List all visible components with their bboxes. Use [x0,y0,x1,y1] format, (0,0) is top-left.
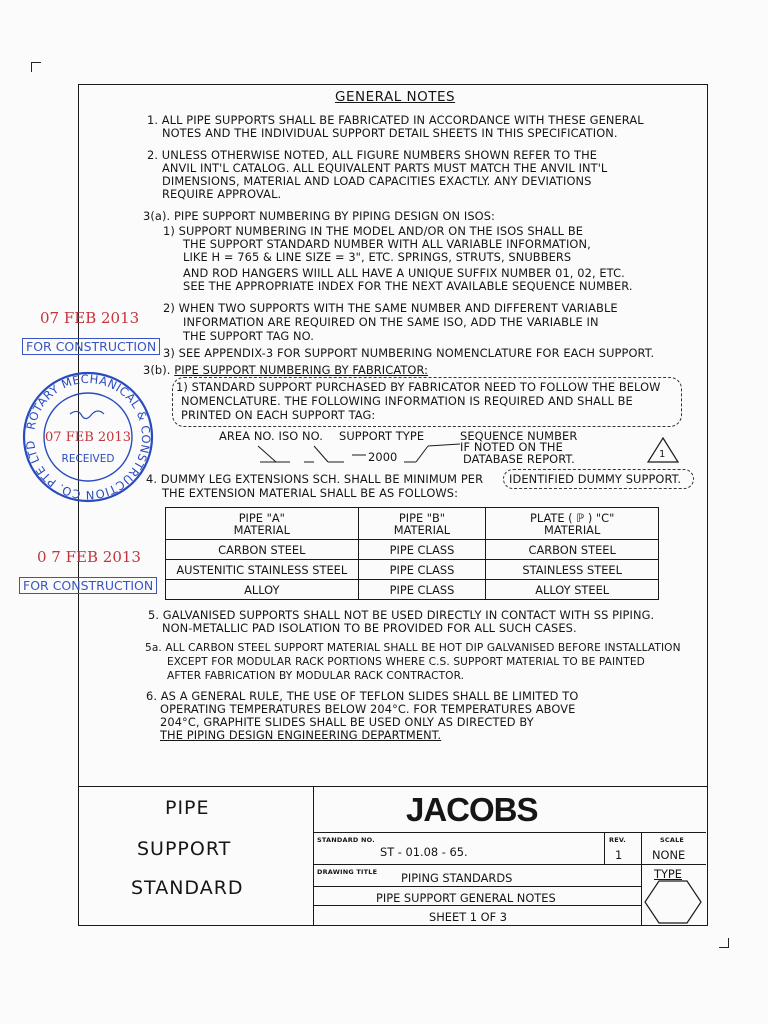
note-6-line-1: 6. AS A GENERAL RULE, THE USE OF TEFLON SLIDES SHALL BE LIMITED TO [146,689,579,703]
material-table [165,507,659,600]
tag-database-label: DATABASE REPORT. [463,452,575,466]
note-3a-1-line-3: LIKE H = 765 & LINE SIZE = 3", ETC. SPRINGS, STRUTS, SNUBBERS [183,250,572,264]
rev-label: REV. [609,836,626,844]
table-header-row [166,508,659,540]
scale-value: NONE [652,848,686,862]
tag-leader-lines [240,440,470,470]
seal-ring-text: ROTARY MECHANICAL & CONSTRUCTION CO. PTE LTD [22,371,154,503]
table-cell: CARBON STEEL [486,540,659,560]
table-cell: AUSTENITIC STAINLESS STEEL [166,560,359,580]
note-1-line-1: 1. ALL PIPE SUPPORTS SHALL BE FABRICATED IN ACCORDANCE WITH THESE GENERAL [147,113,644,127]
table-header-cell: PIPE "B" MATERIAL [358,508,486,540]
seal-received: RECEIVED [61,453,115,465]
table-row [166,580,659,600]
note-5a-line-2: EXCEPT FOR MODULAR RACK PORTIONS WHERE C.S. SUPPORT MATERIAL TO BE PAINTED [167,656,645,668]
note-6-line-4: THE PIPING DESIGN ENGINEERING DEPARTMENT. [160,728,442,742]
note-5a-line-1: 5a. ALL CARBON STEEL SUPPORT MATERIAL SHALL BE HOT DIP GALVANISED BEFORE INSTALLATION [145,642,681,654]
page-title: GENERAL NOTES [335,89,456,105]
drawing-title-label: DRAWING TITLE [317,868,378,876]
tag-code: 2000 [368,450,398,464]
note-3a-2-line-3: THE SUPPORT TAG NO. [183,329,314,343]
note-3a-heading: 3(a). PIPE SUPPORT NUMBERING BY PIPING DESIGN ON ISOS: [143,209,495,223]
note-3b-prefix: 3(b). [143,363,175,377]
table-cell: PIPE CLASS [358,560,486,580]
note-3b-1-line-1: 1) STANDARD SUPPORT PURCHASED BY FABRICATOR NEED TO FOLLOW THE BELOW [176,380,661,394]
tag-support-type-label: SUPPORT TYPE [339,429,425,443]
table-cell: STAINLESS STEEL [486,560,659,580]
for-construction-stamp-top: FOR CONSTRUCTION [22,338,160,355]
for-construction-stamp-bottom: FOR CONSTRUCTION [19,577,157,594]
table-cell: CARBON STEEL [166,540,359,560]
type-hexagon-icon [643,879,703,925]
note-3b-1-line-2: NOMENCLATURE. THE FOLLOWING INFORMATION IS REQUIRED AND SHALL BE [181,394,633,408]
date-stamp-top: 07 FEB 2013 [40,309,140,327]
note-5-line-1: 5. GALVANISED SUPPORTS SHALL NOT BE USED DIRECTLY IN CONTACT WITH SS PIPING. [148,608,655,622]
date-stamp-bottom: 0 7 FEB 2013 [37,548,141,566]
table-row [166,540,659,560]
table-header-cell: PLATE ( ℙ ) "C" MATERIAL [486,508,659,540]
table-cell: PIPE CLASS [358,580,486,600]
note-4-line-1: 4. DUMMY LEG EXTENSIONS SCH. SHALL BE MINIMUM PER [146,472,484,486]
table-cell: ALLOY [166,580,359,600]
revision-triangle-number: 1 [659,449,666,460]
note-3a-1-line-2: THE SUPPORT STANDARD NUMBER WITH ALL VARIABLE INFORMATION, [183,237,591,251]
note-3a-1-line-4: AND ROD HANGERS WIILL ALL HAVE A UNIQUE SUFFIX NUMBER 01, 02, ETC. [183,266,625,280]
jacobs-logo: JACOBS [406,791,538,828]
table-cell: ALLOY STEEL [486,580,659,600]
note-6-line-2: OPERATING TEMPERATURES BELOW 204°C. FOR TEMPERATURES ABOVE [160,702,576,716]
note-5a-line-3: AFTER FABRICATION BY MODULAR RACK CONTRACTOR. [167,670,465,682]
standard-no-label: STANDARD NO. [317,836,375,844]
note-3a-1-line-1: 1) SUPPORT NUMBERING IN THE MODEL AND/OR ON THE ISOS SHALL BE [163,224,584,238]
note-5-line-2: NON-METALLIC PAD ISOLATION TO BE PROVIDED FOR ALL SUCH CASES. [162,621,577,635]
note-3b-heading [143,364,428,377]
company-seal-stamp [18,370,158,505]
title-block-left-line-2: SUPPORT [137,838,232,860]
tag-sequence-label: SEQUENCE NUMBER [460,429,578,443]
type-label: TYPE [654,867,682,881]
sheet-number: SHEET 1 OF 3 [429,910,508,924]
drawing-title-line-1: PIPING STANDARDS [401,871,513,885]
scale-label: SCALE [660,836,685,844]
note-4-cloud-text: IDENTIFIED DUMMY SUPPORT. [509,472,682,486]
title-block-left-line-3: STANDARD [131,877,244,899]
note-3a-3: 3) SEE APPENDIX-3 FOR SUPPORT NUMBERING NOMENCLATURE FOR EACH SUPPORT. [163,346,655,360]
standard-no-value: ST - 01.08 - 65. [380,845,468,859]
table-cell: PIPE CLASS [358,540,486,560]
title-block [78,786,708,926]
note-3a-2-line-2: INFORMATION ARE REQUIRED ON THE SAME ISO, ADD THE VARIABLE IN [183,315,599,329]
note-3b-1-line-3: PRINTED ON EACH SUPPORT TAG: [181,408,376,422]
note-6-line-3: 204°C, GRAPHITE SLIDES SHALL BE USED ONLY AS DIRECTED BY [160,715,534,729]
drawing-title-line-2: PIPE SUPPORT GENERAL NOTES [376,891,556,905]
tag-area-iso-label: AREA NO. ISO NO. [219,429,324,443]
table-header-cell: PIPE "A" MATERIAL [166,508,359,540]
rev-value: 1 [615,848,623,862]
note-2-line-1: 2. UNLESS OTHERWISE NOTED, ALL FIGURE NUMBERS SHOWN REFER TO THE [147,148,598,162]
seal-date: 07 FEB 2013 [45,430,131,445]
note-2-line-2: ANVIL INT'L CATALOG. ALL EQUIVALENT PARTS MUST MATCH THE ANVIL INT'L [162,161,608,175]
note-4-line-2: THE EXTENSION MATERIAL SHALL BE AS FOLLOWS: [162,486,459,500]
title-block-left-line-1: PIPE [165,797,210,819]
table-row [166,560,659,580]
tag-if-noted-label: IF NOTED ON THE [460,440,563,454]
note-2-line-4: REQUIRE APPROVAL. [162,187,282,201]
note-3b-title: PIPE SUPPORT NUMBERING BY FABRICATOR: [174,363,429,377]
note-3a-1-line-5: SEE THE APPROPRIATE INDEX FOR THE NEXT AVAILABLE SEQUENCE NUMBER. [183,279,633,293]
note-2-line-3: DIMENSIONS, MATERIAL AND LOAD CAPACITIES EXACTLY. ANY DEVIATIONS [162,174,592,188]
note-3a-2-line-1: 2) WHEN TWO SUPPORTS WITH THE SAME NUMBER AND DIFFERENT VARIABLE [163,301,618,315]
note-1-line-2: NOTES AND THE INDIVIDUAL SUPPORT DETAIL SHEETS IN THIS SPECIFICATION. [162,126,618,140]
